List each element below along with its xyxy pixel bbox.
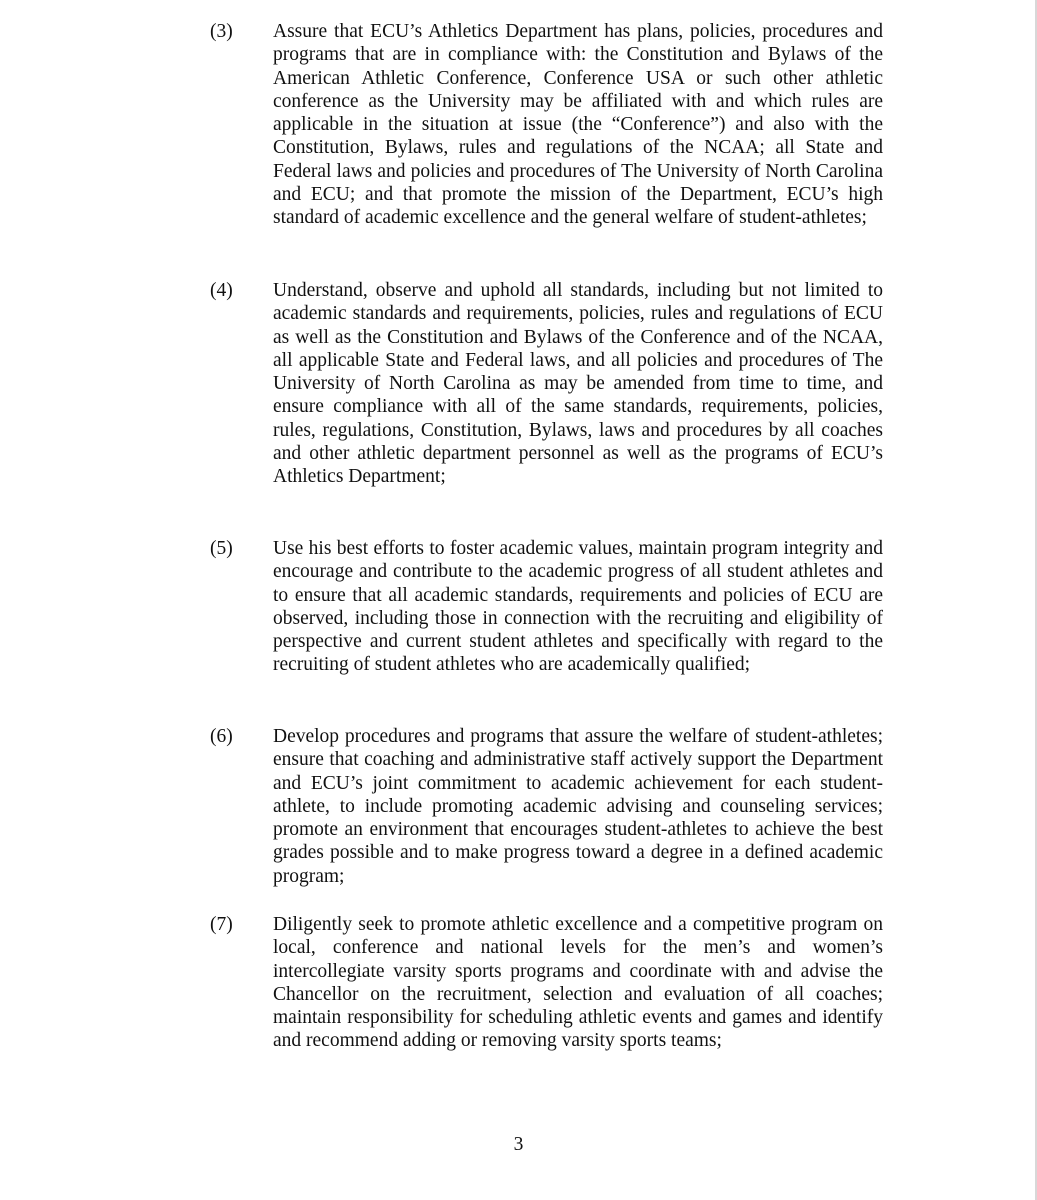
item-paragraph: Assure that ECU’s Athletics Department has plans, policies, procedures and programs that are in compliance with: the Constitution and Bylaws of the American Athletic Conference, Conference USA or such other athletic conference as the University may be affiliated with and which rules are applicable in the situation at issue (the “Conference”) and also with the Constitution, Bylaws, rules and regulations of the NCAA; all State and Federal laws and policies and procedures of The University of North Carolina and ECU; and that promote the mission of the Department, ECU’s high standard of academic excellence and the general welfare of student-athletes; bbox=[273, 21, 883, 229]
item-number: (6) bbox=[210, 726, 233, 747]
item-paragraph: Develop procedures and programs that assure the welfare of student-athletes; ensure that coaching and administrative staff actively support the Department and ECU’s joint commitment to academic achievement for each student-athlete, to include promoting academic advising and counseling services; promote an environment that encourages student-athletes to achieve the best grades possible and to make progress toward a degree in a defined academic program; bbox=[273, 726, 883, 887]
item-number: (7) bbox=[210, 914, 233, 935]
item-paragraph: Diligently seek to promote athletic excellence and a competitive program on local, conference and national levels for the men’s and women’s intercollegiate varsity sports programs and coordinate with and advise the Chancellor on the recruitment, selection and evaluation of all coaches; maintain responsibility for scheduling athletic events and games and identify and recommend adding or removing varsity sports teams; bbox=[273, 914, 883, 1052]
page-number: 3 bbox=[513, 1134, 524, 1155]
item-number: (5) bbox=[210, 538, 233, 559]
item-number: (4) bbox=[210, 280, 233, 301]
item-paragraph: Understand, observe and uphold all standards, including but not limited to academic standards and requirements, policies, rules and regulations of ECU as well as the Constitution and Bylaws of the Conference and of the NCAA, all applicable State and Federal laws, and all policies and procedures of The University of North Carolina as may be amended from time to time, and ensure compliance with all of the same standards, requirements, policies, rules, regulations, Constitution, Bylaws, laws and procedures by all coaches and other athletic department personnel as well as the programs of ECU’s Athletics Department; bbox=[273, 280, 883, 488]
item-paragraph: Use his best efforts to foster academic values, maintain program integrity and encourage and contribute to the academic progress of all student athletes and to ensure that all academic standards, requirements and policies of ECU are observed, including those in connection with the recruiting and eligibility of perspective and current student athletes and specifically with regard to the recruiting of student athletes who are academically qualified; bbox=[273, 538, 883, 676]
item-number: (3) bbox=[210, 21, 233, 42]
